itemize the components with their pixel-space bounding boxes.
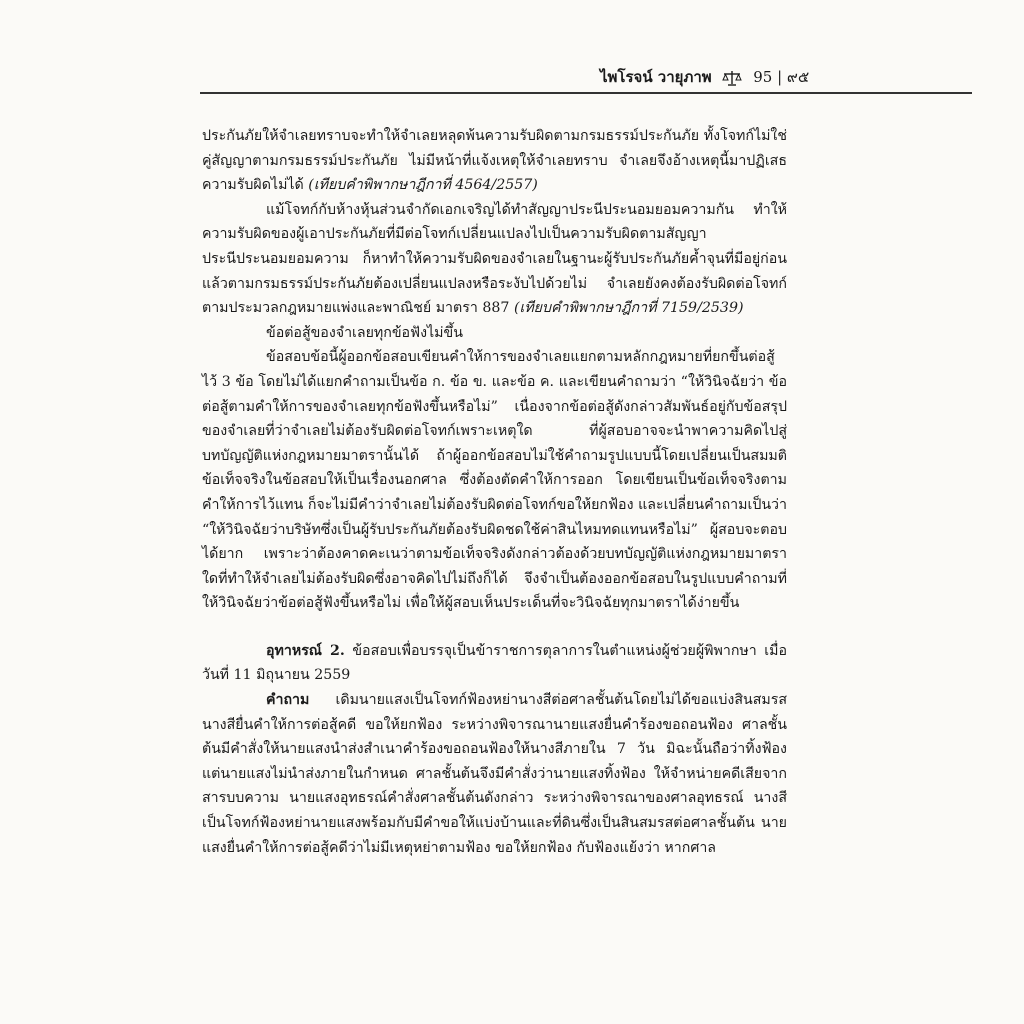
- paragraph-1: ประกันภัยให้จำเลยทราบจะทำให้จำเลยหลุดพ้นความรับผิดตามกรมธรรม์ประกันภัย ทั้งโจทก์ไม่ใช่คู่สัญญาตามกรมธรรม์ประกันภัย ไม่มีหน้าที่แจ้งเหตุให้จำเลยทราบ จำเลยจึงอ้างเหตุนี้มาปฏิเสธความรับผิดไม่ได้ (เทียบคำพิพากษาฎีกาที่ 4564/2557): [202, 128, 787, 194]
- scales-of-justice-icon: [722, 70, 742, 86]
- question-label: คำถาม: [266, 692, 310, 709]
- example-label: อุทาหรณ์ 2.: [266, 642, 345, 659]
- running-header: [600, 64, 972, 90]
- paragraph-2: แม้โจทก์กับห้างหุ้นส่วนจำกัดเอกเจริญได้ทำสัญญาประนีประนอมยอมความกัน ทำให้ความรับผิดของผู้เอาประกันภัยที่มีต่อโจทก์เปลี่ยนแปลงไปเป็นความรับผิดตามสัญญาประนีประนอมยอมความ ก็หาทำให้ความรับผิดของจำเลยในฐานะผู้รับประกันภัยค้ำจุนที่มีอยู่ก่อนแล้วตามกรมธรรม์ประกันภัยต้องเปลี่ยนแปลงหรือระงับไปด้วยไม่ จำเลยยังคงต้องรับผิดต่อโจทก์ตามประมวลกฎหมายแพ่งและพาณิชย์ มาตรา 887 (เทียบคำพิพากษาฎีกาที่ 7159/2539): [202, 201, 787, 317]
- section-gap: [202, 616, 787, 639]
- case-citation-1: (เทียบคำพิพากษาฎีกาที่ 4564/2557): [308, 177, 538, 194]
- header-author: ไพโรจน์ วายุภาพ: [600, 68, 712, 86]
- commentary-paragraph: ข้อสอบข้อนี้ผู้ออกข้อสอบเขียนคำให้การของจำเลยแยกตามหลักกฎหมายที่ยกขึ้นต่อสู้ไว้ 3 ข้อ โดยไม่ได้แยกคำถามเป็นข้อ ก. ข้อ ข. และข้อ ค. และเขียนคำถามว่า “ให้วินิจฉัยว่า ข้อต่อสู้ตามคำให้การของจำเลยทุกข้อฟังขึ้นหรือไม่” เนื่องจากข้อต่อสู้ดังกล่าวสัมพันธ์อยู่กับข้อสรุปของจำเลยที่ว่าจำเลยไม่ต้องรับผิดต่อโจทก์เพราะเหตุใด ที่ผู้สอบอาจจะนำพาความคิดไปสู่บทบัญญัติแห่งกฎหมายมาตรานั้นได้ ถ้าผู้ออกข้อสอบไม่ใช้คำถามรูปแบบนี้โดยเปลี่ยนเป็นสมมติข้อเท็จจริงในข้อสอบให้เป็นเรื่องนอกศาล ซึ่งต้องตัดคำให้การออก โดยเขียนเป็นข้อเท็จจริงตามคำให้การไว้แทน ก็จะไม่มีคำว่าจำเลยไม่ต้องรับผิดต่อโจทก์ขอให้ยกฟ้อง และเปลี่ยนคำถามเป็นว่า “ให้วินิจฉัยว่าบริษัทซึ่งเป็นผู้รับประกันภัยต้องรับผิดชดใช้ค่าสินไหมทดแทนหรือไม่” ผู้สอบจะตอบได้ยาก เพราะว่าต้องคาดคะเนว่าตามข้อเท็จจริงดังกล่าวต้องด้วยบทบัญญัติแห่งกฎหมายมาตราใดที่ทำให้จำเลยไม่ต้องรับผิดซึ่งอาจคิดไปไม่ถึงก็ได้ จึงจำเป็นต้องออกข้อสอบในรูปแบบคำถามที่ให้วินิจฉัยว่าข้อต่อสู้ฟังขึ้นหรือไม่ เพื่อให้ผู้สอบเห็นประเด็นที่จะวินิจฉัยทุกมาตราได้ง่ายขึ้น: [202, 349, 787, 612]
- header-divider: [200, 92, 972, 94]
- header-page-number: 95 | ๙๕: [753, 68, 810, 86]
- example-heading-paragraph: อุทาหรณ์ 2. ข้อสอบเพื่อบรรจุเป็นข้าราชการตุลาการในตำแหน่งผู้ช่วยผู้พิพากษา เมื่อวันที่ 11 มิถุนายน 2559: [202, 642, 788, 684]
- conclusion-line: ข้อต่อสู้ของจำเลยทุกข้อฟังไม่ขึ้น: [266, 324, 463, 341]
- page-body: [202, 124, 787, 860]
- question-paragraph: คำถาม เดิมนายแสงเป็นโจทก์ฟ้องหย่านางสีต่อศาลชั้นต้นโดยไม่ได้ขอแบ่งสินสมรส นางสียื่นคำให้การต่อสู้คดี ขอให้ยกฟ้อง ระหว่างพิจารณานายแสงยื่นคำร้องขอถอนฟ้อง ศาลชั้นต้นมีคำสั่งให้นายแสงนำส่งสำเนาคำร้องขอถอนฟ้องให้นางสีภายใน 7 วัน มิฉะนั้นถือว่าทิ้งฟ้อง แต่นายแสงไม่นำส่งภายในกำหนด ศาลชั้นต้นจึงมีคำสั่งว่านายแสงทิ้งฟ้อง ให้จำหน่ายคดีเสียจากสารบบความ นายแสงอุทธรณ์คำสั่งศาลชั้นต้นดังกล่าว ระหว่างพิจารณาของศาลอุทธรณ์ นางสีเป็นโจทก์ฟ้องหย่านายแสงพร้อมกับมีคำขอให้แบ่งบ้านและที่ดินซึ่งเป็นสินสมรสต่อศาลชั้นต้น นายแสงยื่นคำให้การต่อสู้คดีว่าไม่มีเหตุหย่าตามฟ้อง ขอให้ยกฟ้อง กับฟ้องแย้งว่า หากศาล: [202, 692, 787, 856]
- case-citation-2: (เทียบคำพิพากษาฎีกาที่ 7159/2539): [513, 300, 744, 317]
